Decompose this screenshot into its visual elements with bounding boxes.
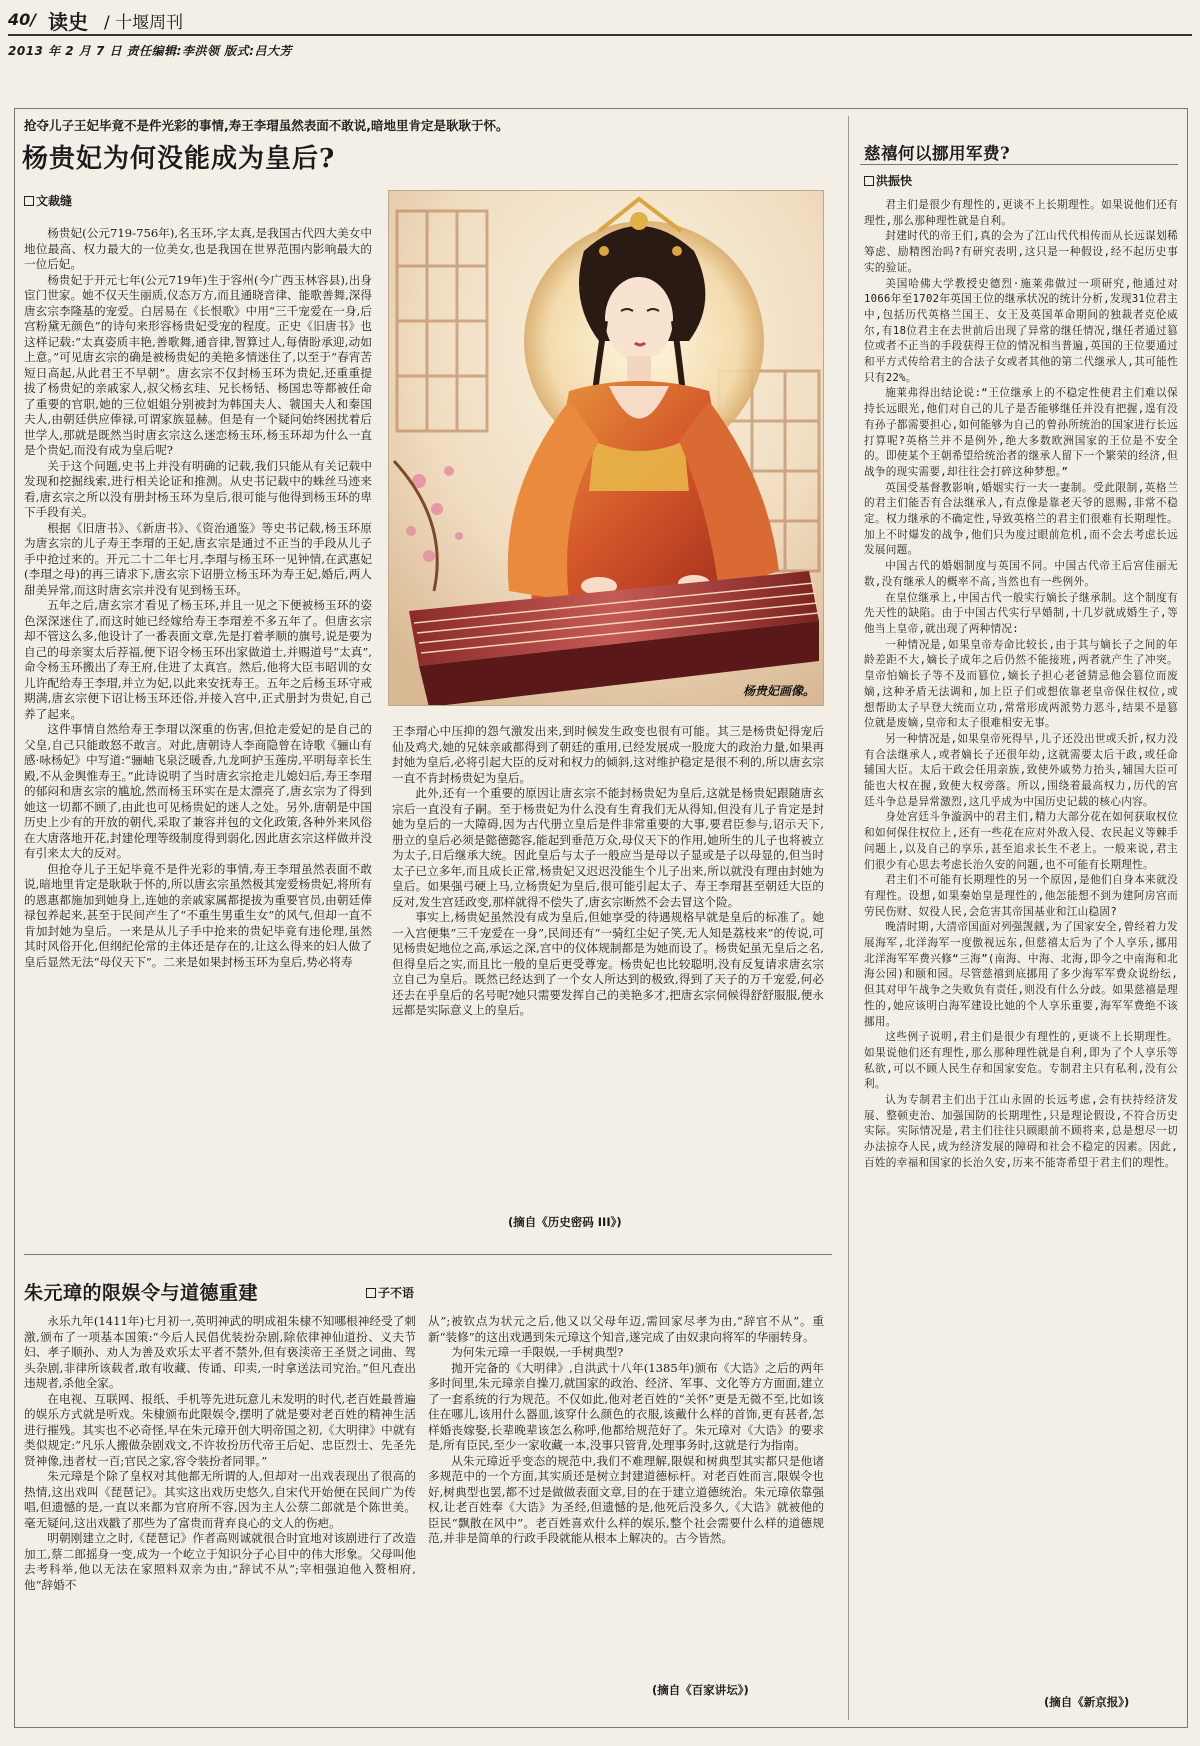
page-number: 40/ xyxy=(8,10,37,29)
main-source: (摘自《历史密码 III》) xyxy=(508,1215,622,1229)
zhu-source: (摘自《百家讲坛》) xyxy=(652,1683,749,1697)
masthead xyxy=(8,4,1192,66)
byline-box-icon xyxy=(864,176,874,186)
paragraph: 中国古代的婚姻制度与英国不同。中国古代帝王后宫佳丽无数,没有继承人的概率不高,当然也有一些例外。 xyxy=(864,560,1178,588)
byline-box-icon xyxy=(366,1288,376,1298)
paragraph: 王李瑁心中压抑的怨气激发出来,到时候发生政变也很有可能。其三是杨贵妃得宠后仙及鸡犬,她的兄妹亲戚都得到了朝廷的重用,已经发展成一股庞大的政治力量,如果再封她为皇后,必将引起大臣的反对和权力的倾斜,这对维护稳定是很不利的,所以唐玄宗一直不肯封杨贵妃为皇后。 xyxy=(392,724,824,785)
yang-guifei-portrait xyxy=(389,191,824,706)
side-article-body xyxy=(864,198,1178,1688)
main-author: 文裁缝 xyxy=(36,194,73,208)
side-rule xyxy=(860,164,1178,165)
paragraph: 在皇位继承上,中国古代一般实行嫡长子继承制。这个制度有先天性的缺陷。由于中国古代实行早婚制,十几岁就成婚生子,等他当上皇帝,就出现了两种情况: xyxy=(864,591,1178,635)
paragraph: 关于这个问题,史书上并没有明确的记载,我们只能从有关记载中发现和挖掘线索,进行相关论证和推测。从史书记载中的蛛丝马迹来看,唐玄宗之所以没有册封杨玉环为皇后,很可能与他得到杨玉环的卑下手段有关。 xyxy=(24,458,372,519)
zhu-article-body-right xyxy=(428,1314,824,1676)
paragraph: 为何朱元璋一手限娱,一手树典型? xyxy=(451,1345,624,1359)
paragraph: 永乐九年(1411年)七月初一,英明神武的明成祖朱棣不知哪根神经受了刺激,颁布了一项基本国策:“今后人民倡优装扮杂剧,除依律神仙道扮、义夫节妇、孝子顺孙、劝人为善及欢乐太平者不禁外,但有亵渎帝王圣贤之词曲、驾头杂剧,非律所该载者,敢有收藏、传诵、印卖,一时拿送法司究治。”但凡查出违规者,杀他全家。 xyxy=(24,1314,416,1390)
paragraph: 但抢夺儿子王妃毕竟不是件光彩的事情,寿王李瑁虽然表面不敢说,暗地里肯定是耿耿于怀的,所以唐玄宗虽然极其宠爱杨贵妃,将所有的恩惠都施加到她身上,连她的亲戚家属都提拔为重要官员,由朝廷俸禄包养起来,甚至于民间产生了“不重生男重生女”的风气,但却一直不肯加封她为皇后。一来是从儿子手中抢来的贵妃毕竟有违伦理,虽然其时风俗开化,但纲纪伦常的主体还是存在的,让这么得来的妇人做了皇后显然无法“母仪天下”。二来是如果封杨玉环为皇后,势必将寿 xyxy=(24,861,372,969)
paragraph: 另一种情况是,如果皇帝死得早,儿子还没出世或夭折,权力没有合法继承人,或者嫡长子还很年幼,这就需要太后干政,或任命辅国大臣。太后干政会任用亲族,致使外戚势力抬头,辅国大臣可能也大权在握,致使大权旁落。所以,围绕着最高权力,历代的宫廷斗争总是异常激烈,这几乎成为中国历史记载的核心内容。 xyxy=(864,732,1178,808)
paragraph: 晚清时期,大清帝国面对列强觊觎,为了国家安全,曾经着力发展海军,北洋海军一度傲视远东,但慈禧太后为了个人享乐,挪用北洋海军军费兴修“三海”(南海、中海、北海,即今之中南海和北海公园)和颐和园。尽管慈禧到底挪用了多少海军军费众说纷纭,但其对甲午战争之失败负有责任,则没有什么分歧。如果慈禧是理性的,她应该明白海军建设比她的个人享乐重要,海军军费绝不该挪用。 xyxy=(864,921,1178,1028)
portrait-illustration xyxy=(388,190,824,706)
date-line: 2013 年 2 月 7 日 责任编辑:李洪领 版式:吕大芳 xyxy=(8,44,292,58)
paragraph: 此外,还有一个重要的原因让唐玄宗不能封杨贵妃为皇后,这就是杨贵妃跟随唐玄宗后一直没有子嗣。至于杨贵妃为什么没有生育我们无从得知,但没有儿子肯定是封她为皇后的一大障碍,因为古代册立皇后是件非常重要的大事,要君臣参与,诏示天下,册立的皇后必须是懿德懿容,能起到垂范万众,母仪天下的作用,她所生的儿子也将被立为太子,日后继承大统。因此皇后与太子一般应当是母以子显或是子以母显的,但当时太子已立多年,而且成长正常,杨贵妃又迟迟没能生个儿子出来,所以就没有理由封她为皇后。如果强弓硬上马,立杨贵妃为皇后,很可能引起太子、寿王李瑁甚至朝廷大臣的反对,发生宫廷政变,那样就得不偿失了,唐玄宗断然不会去冒这个险。 xyxy=(392,786,824,909)
side-author: 洪振快 xyxy=(876,174,913,188)
masthead-rule xyxy=(8,34,1192,36)
paragraph: 一种情况是,如果皇帝寿命比较长,由于其与嫡长子之间的年龄差距不大,嫡长子成年之后仍然不能接班,两者就产生了冲突。皇帝怕嫡长子等不及而篡位,嫡长子担心老爸猜忌他会篡位而废嫡,这种矛盾无法调和,加上臣子们或想依靠老皇帝保住权位,或想帮助太子早登大统而立功,常常形成两派势力恶斗,结果不是篡位就是废嫡,皇帝和太子很难相安无事。 xyxy=(864,638,1178,730)
main-article-body-right xyxy=(392,724,824,1238)
paragraph: 从”;被钦点为状元之后,他又以父母年迈,需回家尽孝为由,“辞官不从”。重新“装修”的这出戏遇到朱元璋这个知音,遂完成了由奴隶向将军的华丽转身。 xyxy=(428,1314,824,1344)
zhu-author: 子不语 xyxy=(378,1286,415,1300)
paragraph: 朱元璋是个除了皇权对其他都无所谓的人,但却对一出戏表现出了很高的热情,这出戏叫《琵琶记》。其实这出戏历史悠久,自宋代开始便在民间广为传唱,但遗憾的是,一直以来都为官府所不容,因为主人公蔡二郎就是个陈世美。毫无疑问,这出戏戳了那些为了富贵而背弃良心的文人的伤疤。 xyxy=(24,1469,416,1530)
paragraph: 美国哈佛大学教授史德烈·施莱弗做过一项研究,他通过对1066年至1702年英国王位的继承状况的统计分析,发现31位君主中,包括历代英格兰国王、女王及英国革命期间的独裁者克伦威尔,有18位君主在去世前后出现了异常的继任情况,继任者通过篡位或者不正当的手段获得王位的情况相当普遍,英国的王位要通过和平方式传给君主的合法子女或者其他的第二代继承人,其可能性只有22%。 xyxy=(864,277,1178,384)
zhu-byline xyxy=(366,1284,414,1301)
paragraph: 抛开完备的《大明律》,自洪武十八年(1385年)颁布《大诰》之后的两年多时间里,朱元璋亲自操刀,就国家的政治、经济、军事、文化等方方面面,建立了一套系统的行为规范。不仅如此,他对老百姓的“关怀”更是无微不至,比如该住在哪儿,该用什么器皿,该穿什么颜色的衣服,该戴什么样的首饰,更有甚者,怎样婚丧嫁娶,长辈晚辈该怎么称呼,他都给规范好了。朱元璋对《大诰》的要求是,所有臣民,至少一家收藏一本,没事只管背,处理事务时,这就是行为指南。 xyxy=(428,1360,824,1452)
side-source: (摘自《新京报》) xyxy=(1044,1695,1130,1709)
paragraph: 事实上,杨贵妃虽然没有成为皇后,但她享受的待遇规格早就是皇后的标准了。她一入宫便集“三千宠爱在一身”,民间还有“一骑红尘妃子笑,无人知是荔枝来”的传说,可见杨贵妃地位之高,承运之深,宫中的仪体规制都是为她而设了。杨贵妃虽无皇后之名,但得皇后之实,而且比一般的皇后更受尊宠。杨贵妃也比较聪明,没有反复请求唐玄宗立自己为皇后。既然已经达到了一个女人所达到的极致,得到了天子的万千宠爱,何必还去在乎皇后的名号呢?她只需要发挥自己的美艳多才,把唐玄宗伺候得舒舒服服,便永远都是实际意义上的皇后。 xyxy=(392,910,824,1017)
paragraph: 这些例子说明,君主们是很少有理性的,更谈不上长期理性。如果说他们还有理性,那么那种理性就是自利,即为了个人享乐等私欲,可以不顾人民生存和国家安危。专制君主只有私利,没有公利。 xyxy=(864,1031,1178,1091)
paragraph: 认为专制君主们出于江山永固的长远考虑,会有扶持经济发展、整顿吏治、加强国防的长期理性,只是理论假设,不符合历史实际。实际情况是,君主们往往只顾眼前不顾将来,总是想尽一切办法掠夺人民,成为经济发展的障碍和社会不稳定的因素。因此,百姓的幸福和国家的长治久安,历来不能寄希望于君主们的理性。 xyxy=(864,1094,1178,1169)
image-caption: 杨贵妃画像。 xyxy=(742,684,815,698)
paragraph: 身处宫廷斗争漩涡中的君主们,精力大部分花在如何获取权位和如何保住权位上,还有一些花在应对外敌入侵、农民起义等棘手问题上,以及自己的享乐,甚至追求长生不老上。一般来说,君主们很少有心思去考虑长治久安的问题,也不可能有长期理性。 xyxy=(864,811,1178,871)
paper-name: / 十堰周刊 xyxy=(104,13,184,33)
paragraph: 根据《旧唐书》、《新唐书》、《资治通鉴》等史书记载,杨玉环原为唐玄宗的儿子寿王李瑁的王妃,唐玄宗是通过不正当的手段从儿子手中抢过来的。开元二十二年七月,李瑁与杨玉环一见钟情,在武惠妃(李瑁之母)的再三请求下,唐玄宗下诏册立杨玉环为寿王妃,婚后,两人甜美异常,而这时唐玄宗并没有见到杨玉环。 xyxy=(24,520,372,597)
paragraph: 这件事情自然给寿王李瑁以深重的伤害,但抢走爱妃的是自己的父皇,自己只能敢怒不敢言。对此,唐朝诗人李商隐曾在诗歌《骊山有感·咏杨妃》中写道:“骊岫飞泉泛暖香,九龙呵护玉莲房,平明每幸长生殿,不从金舆惟寿王。”此诗说明了当时唐玄宗抢走儿媳妇后,寿王李瑁的郁闷和唐玄宗的尴尬,然而杨玉环实在是太漂亮了,唐玄宗为了得到她这一切都不顾了,由此也可见杨贵妃的迷人之处。另外,唐朝是中国历史上少有的开放的朝代,采取了兼容并包的文化政策,各种外来风俗在大唐落地开花,封建伦理等级制度得到弱化,因此唐玄宗这样做并没有引来太大的反对。 xyxy=(24,722,372,860)
column-divider xyxy=(848,116,849,1720)
main-article-body-left xyxy=(24,226,372,1236)
paragraph: 杨贵妃于开元七年(公元719年)生于容州(今广西玉林容县),出身宦门世家。她不仅天生丽质,仪态万方,而且通晓音律、能歌善舞,深得唐玄宗李隆基的宠爱。白居易在《长恨歌》中用“三千宠爱在一身,后宫粉黛无颜色”的诗句来形容杨贵妃受宠的程度。正史《旧唐书》也这样记载:“太真姿质丰艳,善歌舞,通音律,智算过人,每倩盼承迎,动如上意。”可见唐玄宗的确是被杨贵妃的美艳多情迷住了,以至于“春宵苦短日高起,从此君王不早朝”。唐玄宗不仅封杨玉环为贵妃,还重重提拔了杨贵妃的亲戚家人,叔父杨玄珪、兄长杨铦、杨国忠等都被任命了重要的官职,她的三位姐姐分别被封为韩国夫人、虢国夫人和秦国夫人,由朝廷供应俸禄,可谓家族显赫。但是有一个疑问始终困扰着后世学人,那就是既然当时唐玄宗这么迷恋杨玉环,杨玉环却为什么一直是个贵妃,而没有成为皇后呢? xyxy=(24,272,372,457)
paragraph: 五年之后,唐玄宗才看见了杨玉环,并且一见之下便被杨玉环的姿色深深迷住了,而这时她已经嫁给寿王李瑁差不多五年了。但唐玄宗却不管这么多,他设计了一番表面文章,先是打着孝顺的旗号,说是要为自己的母亲窦太后荐福,便下诏令杨玉环出家做道士,并赐道号“太真”,命令杨玉环搬出了寿王府,住进了太真宫。然后,他将大臣韦昭训的女儿许配给寿王李瑁,并立为妃,以此来安抚寿王。五年之后杨玉环守戒期满,唐玄宗便下诏让杨玉环还俗,并接入宫中,正式册封为贵妃,自己养了起来。 xyxy=(24,598,372,721)
side-byline xyxy=(864,172,912,189)
paragraph: 明朝刚建立之时,《琵琶记》作者高则诚就很合时宜地对该剧进行了改造加工,蔡二郎摇身一变,成为一个屹立于知识分子心目中的伟大形象。父母叫他去考科举,他以无法在家照料双亲为由,“辞试不从”;宰相强迫他入赘相府,他“辞婚不 xyxy=(24,1531,416,1592)
paragraph: 杨贵妃(公元719-756年),名玉环,字太真,是我国古代四大美女中地位最高、权力最大的一位美女,也是我国在世界范围内影响最大的一位后妃。 xyxy=(24,226,372,271)
zhu-headline: 朱元璋的限娱令与道德重建 xyxy=(24,1282,259,1304)
paragraph: 英国受基督教影响,婚姻实行一夫一妻制。受此限制,英格兰的君主们能否有合法继承人,有点像是靠老天爷的恩赐,非常不稳定。权力继承的不确定性,导致英格兰的君主们很难有长期理性。加上不时爆发的战争,他们只为度过眼前危机,而不会去考虑长远发展问题。 xyxy=(864,481,1178,557)
paragraph: 施莱弗得出结论说:“王位继承上的不稳定性使君主们难以保持长远眼光,他们对自己的儿子是否能够继任并没有把握,遑有没有孙子都需要担心,如何能够为自己的曾孙所统治的国家进行长远打算呢?英格兰并不是例外,绝大多数欧洲国家的王位是不安全的。即使某个王朝希望给统治者的继承人留下一个繁荣的经济,但战争的现实需要,却往往会打碎这种梦想。” xyxy=(864,387,1178,478)
paragraph: 在电视、互联网、报纸、手机等先进玩意儿未发明的时代,老百姓最普遍的娱乐方式就是听戏。朱棣颁布此限娱令,摆明了就是要对老百姓的精神生活进行摧残。其实也不必奇怪,早在朱元璋开创大明帝国之初,《大明律》中就有类似规定:“凡乐人搬做杂剧戏文,不许妆扮历代帝王后妃、忠臣烈士、先圣先贤神像,违者杖一百;官民之家,容令装扮者同罪。” xyxy=(24,1391,416,1468)
section-divider xyxy=(24,1254,832,1255)
main-kicker: 抢夺儿子王妃毕竟不是件光彩的事情,寿王李瑁虽然表面不敢说,暗地里肯定是耿耿于怀。 xyxy=(24,118,509,133)
main-headline: 杨贵妃为何没能成为皇后? xyxy=(22,144,336,174)
paragraph: 从朱元璋近乎变态的规范中,我们不难理解,限娱和树典型其实都只是他诸多规范中的一个方面,其实质还是树立封建道德标杆。对老百姓而言,限娱令也好,树典型也罢,都不过是做做表面文章,目的在于建立道德统治。朱元璋依靠强权,让老百姓奉《大诰》为圣经,但遗憾的是,他死后没多久,《大诰》就被他的臣民“飘散在风中”。老百姓喜欢什么样的娱乐,整个社会需要什么样的道德规范,并非是简单的行政手段就能从根本上解决的。古今皆然。 xyxy=(428,1453,824,1545)
zhu-article-body-left xyxy=(24,1314,416,1710)
byline-box-icon xyxy=(24,196,34,206)
side-headline: 慈禧何以挪用军费? xyxy=(864,144,1011,163)
paragraph: 封建时代的帝王们,真的会为了江山代代相传而从长远谋划稀筹虑、励精图治吗?有研究表明,这只是一种假设,经不起历史事实的验证。 xyxy=(864,230,1178,274)
main-byline xyxy=(24,192,72,209)
paragraph: 君主们不可能有长期理性的另一个原因,是他们自身本来就没有理性。设想,如果秦始皇是理性的,他怎能想不到为建阿房宫而劳民伤财、奴役人民,会危害其帝国基业和江山稳固? xyxy=(864,874,1178,918)
paragraph: 君主们是很少有理性的,更谈不上长期理性。如果说他们还有理性,那么那种理性就是自利。 xyxy=(864,199,1178,227)
column-name: 读史 xyxy=(48,10,88,34)
